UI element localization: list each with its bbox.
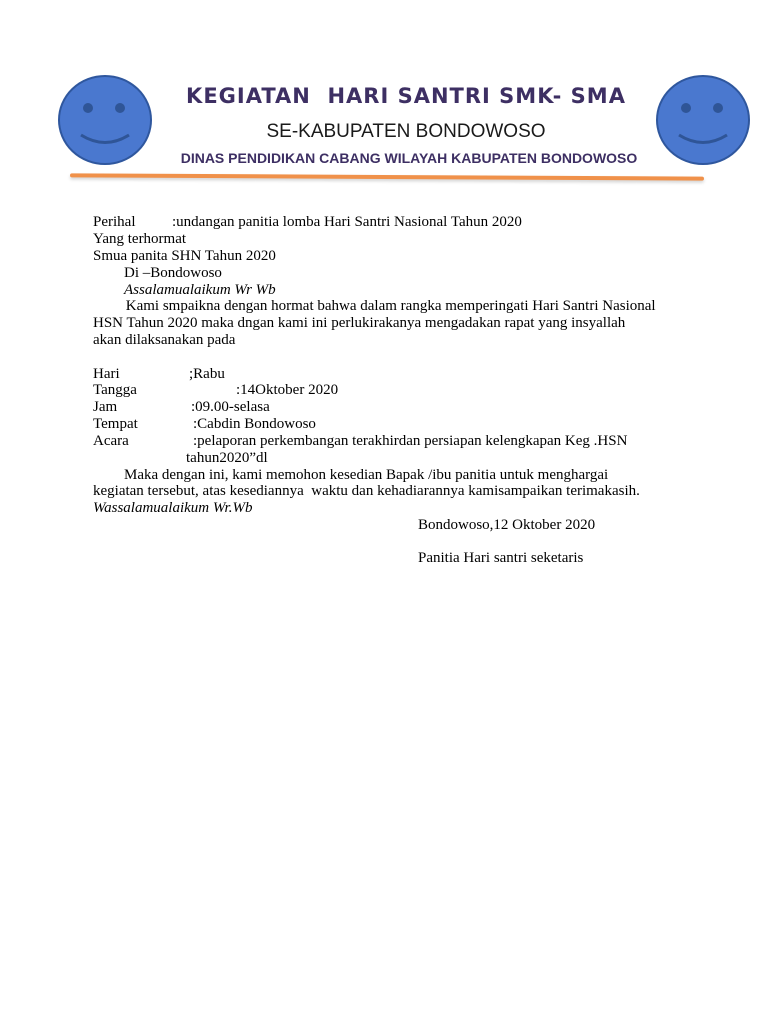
closing-line-1: Maka dengan ini, kami memohon kesedian Bapak /ibu panitia untuk menghargai <box>124 467 609 483</box>
greeting: Assalamualaikum Wr Wb <box>124 282 276 298</box>
salutation: Yang terhormat <box>93 231 187 247</box>
header-title: KEGIATAN HARI SANTRI SMK- SMA <box>186 84 626 108</box>
jam-value: :09.00-selasa <box>191 399 270 415</box>
header-agency: DINAS PENDIDIKAN CABANG WILAYAH KABUPATEN BONDOWOSO <box>180 150 638 166</box>
location: Di –Bondowoso <box>124 265 222 281</box>
hari-label: Hari <box>93 366 120 382</box>
closing-line-2: kegiatan tersebut, atas kesediannya waktu dan kehadiarannya kamisampaikan terimakasih. <box>93 483 640 499</box>
body-line-1: Kami smpaikna dengan hormat bahwa dalam rangka memperingati Hari Santri Nasional <box>122 298 656 314</box>
tanggal-value: :14Oktober 2020 <box>236 382 339 398</box>
body-line-3: akan dilaksanakan pada <box>93 332 236 348</box>
body-line-2: HSN Tahun 2020 maka dngan kami ini perlukirakanya mengadakan rapat yang insyallah <box>93 315 626 331</box>
signatory: Panitia Hari santri seketaris <box>418 550 584 566</box>
acara-value-line-2: tahun2020”dl <box>186 450 268 466</box>
farewell: Wassalamualaikum Wr.Wb <box>93 500 253 516</box>
header-divider <box>70 173 704 180</box>
perihal-label: Perihal <box>93 214 136 230</box>
jam-label: Jam <box>93 399 118 415</box>
acara-label: Acara <box>93 433 129 449</box>
acara-value-line-1: :pelaporan perkembangan terakhirdan persiapan kelengkapan Keg .HSN <box>193 433 628 449</box>
tempat-value: :Cabdin Bondowoso <box>193 416 316 432</box>
hari-value: ;Rabu <box>189 366 225 382</box>
recipient: Smua panita SHN Tahun 2020 <box>93 248 276 264</box>
tanggal-label: Tangga <box>93 382 137 398</box>
place-date: Bondowoso,12 Oktober 2020 <box>418 517 596 533</box>
tempat-label: Tempat <box>93 416 138 432</box>
perihal-value: :undangan panitia lomba Hari Santri Nasional Tahun 2020 <box>172 214 522 230</box>
header-subtitle: SE-KABUPATEN BONDOWOSO <box>266 121 546 142</box>
